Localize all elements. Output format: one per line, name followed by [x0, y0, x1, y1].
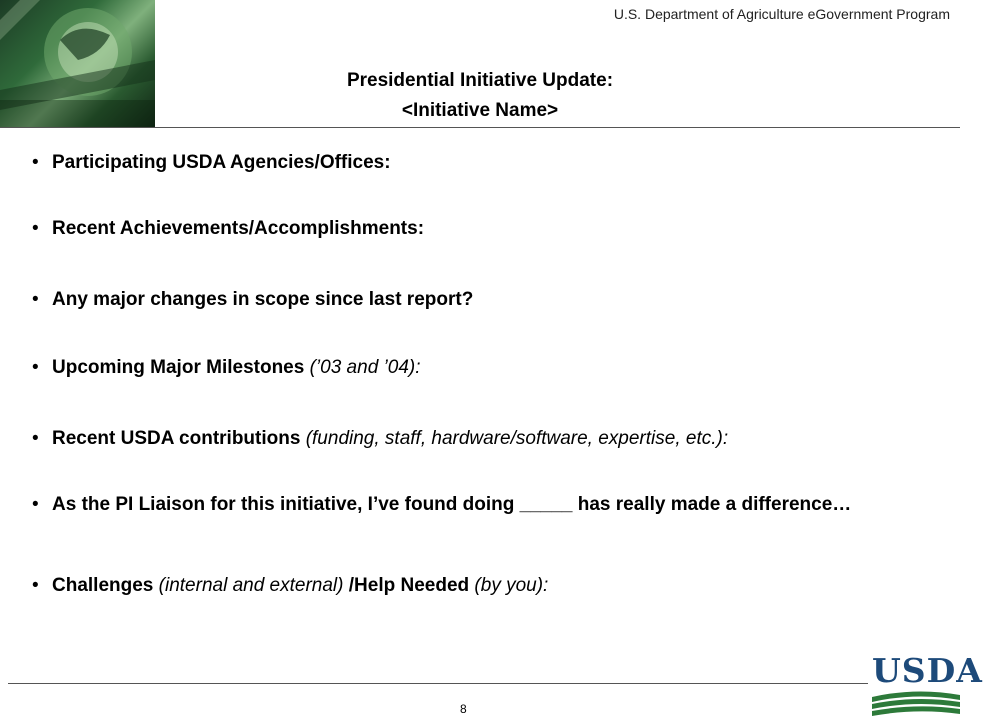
- bullet-bold-text: As the PI Liaison for this initiative, I’ve found doing _____ has really made a difference…: [52, 494, 852, 515]
- bullet-bold-text: Upcoming Major Milestones: [52, 357, 310, 378]
- usda-logo: [872, 651, 983, 720]
- bullet-dot-icon: •: [32, 289, 39, 310]
- header-divider: [0, 127, 960, 128]
- bullet-dot-icon: •: [32, 494, 39, 515]
- footer-divider: [8, 683, 868, 684]
- header-globe-image: [0, 0, 155, 127]
- bullet-dot-icon: •: [32, 575, 39, 596]
- bullet-bold-text: Recent Achievements/Accomplishments:: [52, 218, 425, 239]
- logo-hills-icon: [872, 689, 960, 720]
- bullet-dot-icon: •: [32, 428, 39, 449]
- page-number: 8: [460, 702, 467, 716]
- page-title: [160, 66, 800, 126]
- bullet-bold-text: Any major changes in scope since last report?: [52, 289, 474, 310]
- bullet-dot-icon: •: [32, 218, 39, 239]
- usda-logo-text: USDA: [872, 651, 983, 690]
- bullet-dot-icon: •: [32, 357, 39, 378]
- bullet-bold-text: Recent USDA contributions: [52, 428, 306, 449]
- bullet-italic-text: (by you):: [474, 575, 549, 596]
- bullet-bold-text: Challenges: [52, 575, 159, 596]
- org-name: U.S. Department of Agriculture eGovernment Program: [613, 6, 950, 22]
- bullet-dot-icon: •: [32, 152, 39, 173]
- bullet-bold-text: /Help Needed: [348, 575, 475, 596]
- title-line-1: Presidential Initiative Update:: [346, 70, 614, 91]
- bullet-italic-text: (funding, staff, hardware/software, expertise, etc.):: [305, 428, 729, 449]
- bullet-italic-text: (’03 and ’04):: [309, 357, 421, 378]
- bullet-italic-text: (internal and external): [158, 575, 349, 596]
- bullet-bold-text: Participating USDA Agencies/Offices:: [52, 152, 391, 173]
- title-line-2: <Initiative Name>: [401, 100, 559, 121]
